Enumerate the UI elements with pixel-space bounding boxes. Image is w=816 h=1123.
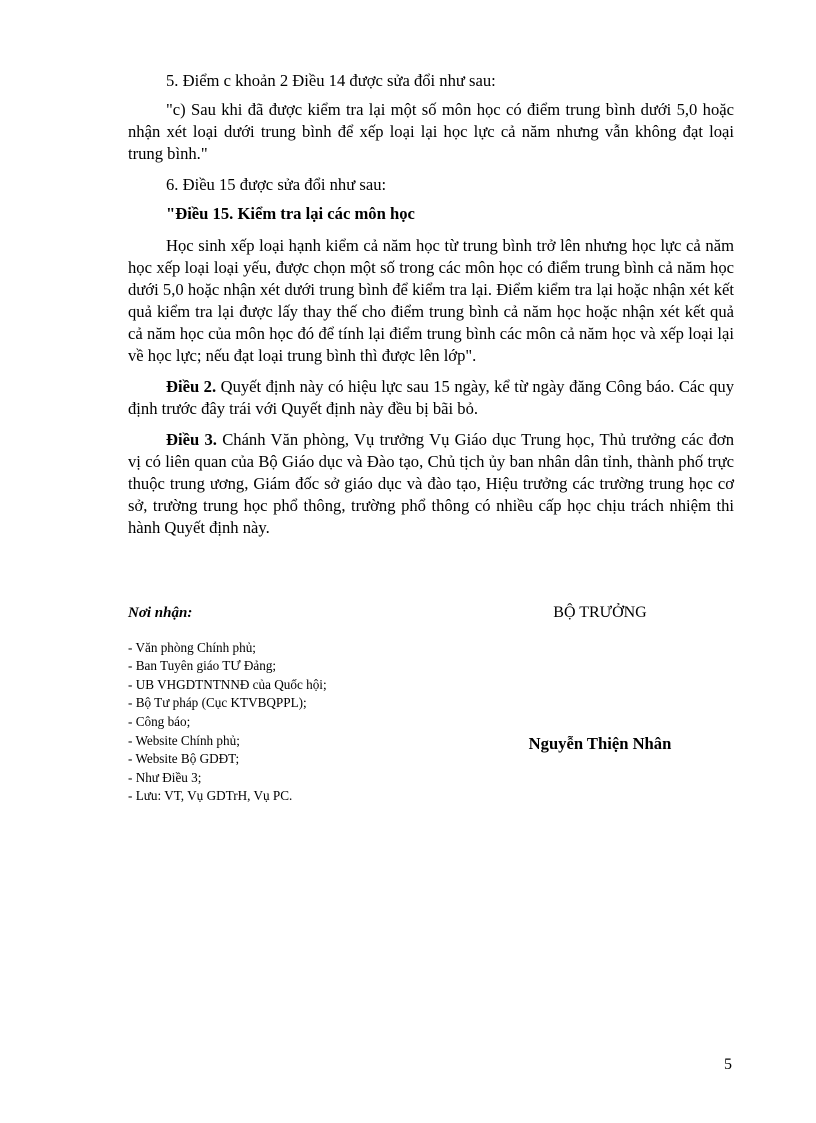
recipient-item: - Ban Tuyên giáo TƯ Đảng; [128,658,277,674]
article-3-paragraph [128,429,734,539]
signer-name: Nguyễn Thiện Nhân [528,734,672,753]
signer-title: BỘ TRƯỞNG [553,604,647,621]
recipient-item: - Website Chính phủ; [128,732,240,748]
article-3-label: Điều 3. [166,430,217,449]
article-2-text: Quyết định này có hiệu lực sau 15 ngày, kể từ ngày đăng Công báo. Các quy định trước đây trái với Quyết định này đều bị bãi bỏ. [128,377,734,418]
article-2-paragraph [128,376,734,420]
paragraph-amendment-5: 5. Điểm c khoản 2 Điều 14 được sửa đổi như sau: [166,71,496,90]
article-3-text: Chánh Văn phòng, Vụ trưởng Vụ Giáo dục Trung học, Thủ trưởng các đơn vị có liên quan của Bộ Giáo dục và Đào tạo, Chủ tịch ủy ban nhân dân tỉnh, thành phố trực thuộc trung ương, Giám đốc sở giáo dục và đào tạo, Hiệu trưởng các trường trung học cơ sở, trường trung học phổ thông, trường phổ thông có nhiều cấp học chịu trách nhiệm thi hành Quyết định này. [128,430,734,537]
page-number: 5 [724,1056,732,1073]
signature-block [470,604,730,754]
recipient-item: - Như Điều 3; [128,769,202,785]
paragraph-amendment-6: 6. Điều 15 được sửa đổi như sau: [166,175,387,194]
recipient-item: - Công báo; [128,713,191,729]
recipient-item: - UB VHGDTNTNNĐ của Quốc hội; [128,676,327,692]
recipient-item: - Văn phòng Chính phủ; [128,639,256,655]
article-15-title: "Điều 15. Kiểm tra lại các môn học [166,204,415,223]
recipients-heading: Nơi nhận: [128,605,193,621]
recipients-block [128,604,448,806]
article-2-label: Điều 2. [166,377,217,396]
recipient-item: - Lưu: VT, Vụ GDTrH, Vụ PC. [128,788,293,804]
recipients-list [128,639,448,806]
article-15-body: Học sinh xếp loại hạnh kiểm cả năm học từ trung bình trở lên nhưng học lực cả năm học xếp loại loại yếu, được chọn một số trong các môn học có điểm trung bình cả năm học dưới 5,0 hoặc nhận xét dưới trung bình để kiểm tra lại. Điểm kiểm tra lại hoặc nhận xét kết quả kiểm tra lại được lấy thay thế cho điểm trung bình cả năm học hoặc nhận xét kết quả cả năm học của môn học đó để tính lại điểm trung bình các môn cả năm học và xếp loại lại về học lực; nếu đạt loại trung bình thì được lên lớp". [128,236,734,365]
paragraph-clause-c: "c) Sau khi đã được kiểm tra lại một số môn học có điểm trung bình dưới 5,0 hoặc nhận xét loại dưới trung bình để xếp loại lại học lực cả năm nhưng vẫn không đạt loại trung bình." [128,100,734,163]
recipient-item: - Bộ Tư pháp (Cục KTVBQPPL); [128,695,307,711]
recipient-item: - Website Bộ GDĐT; [128,751,240,767]
body-text [128,70,734,548]
